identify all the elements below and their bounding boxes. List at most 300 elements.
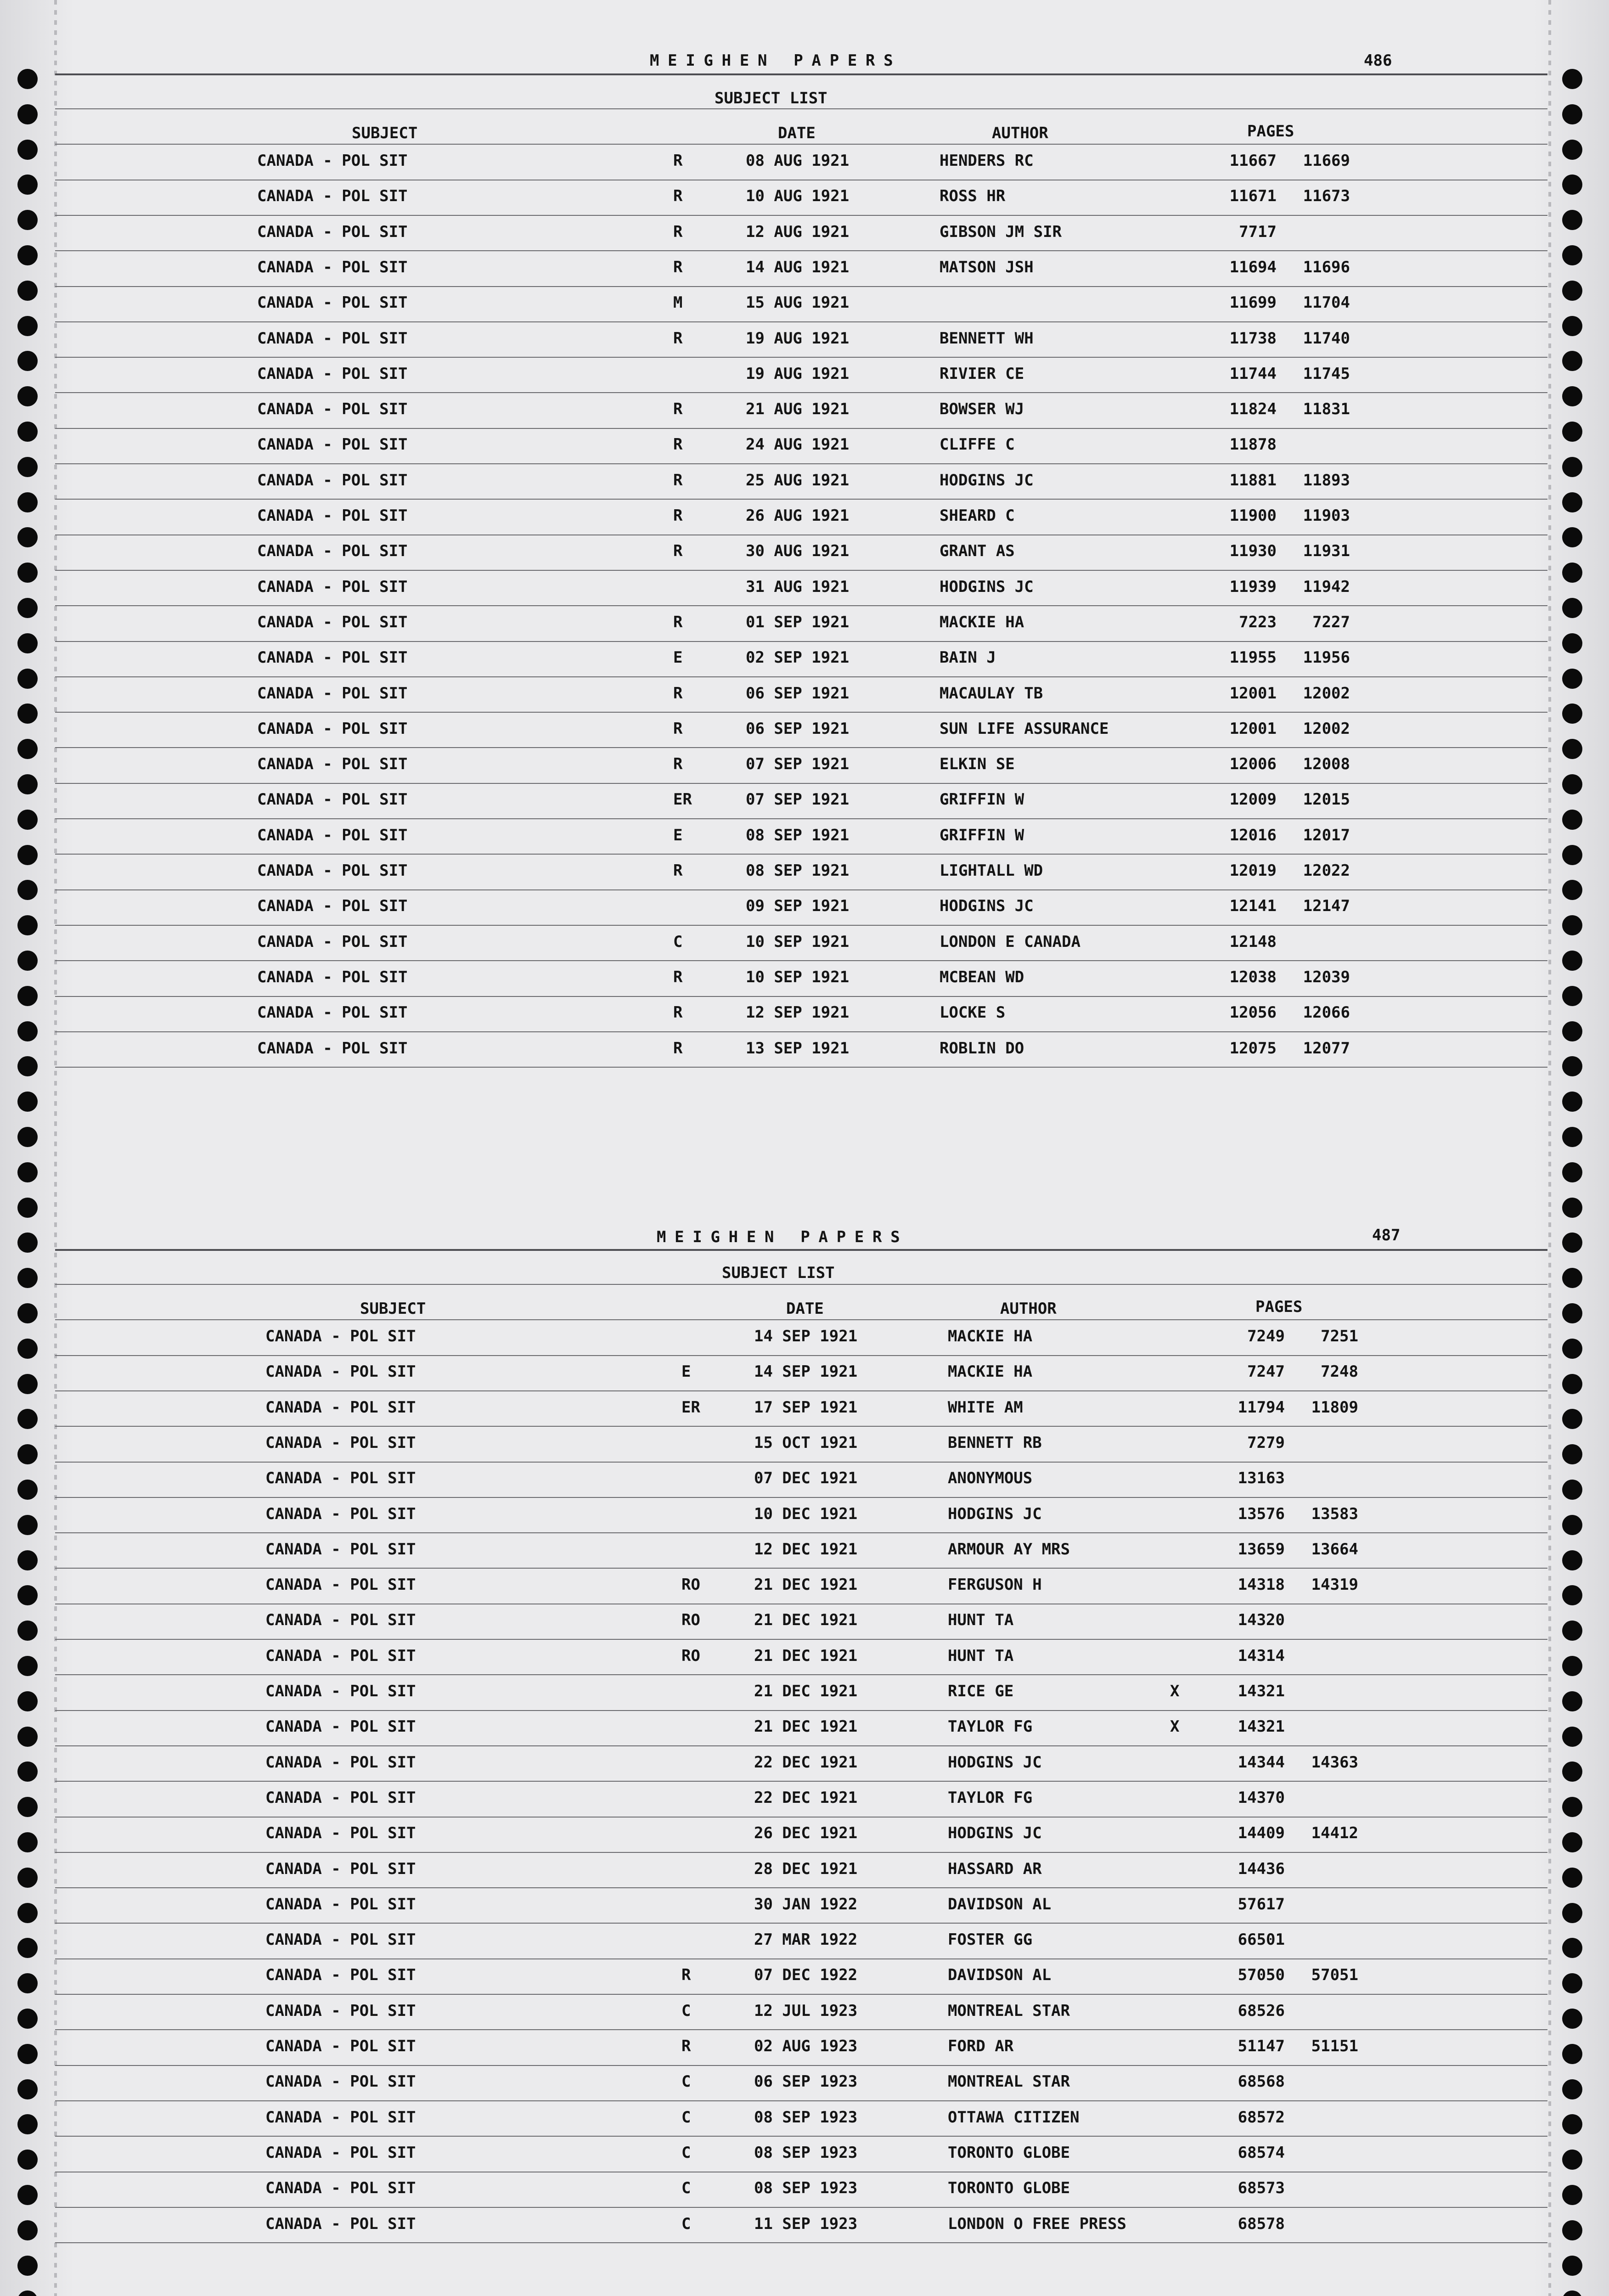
row-rule xyxy=(55,2100,1547,2101)
subject-cell: CANADA - POL SIT xyxy=(265,1788,416,1807)
page-from-cell: 7279 xyxy=(1247,1433,1285,1452)
page-to-cell: 12008 xyxy=(1303,755,1350,774)
date-cell: 10 SEP 1921 xyxy=(746,932,850,951)
page-from-cell: 14436 xyxy=(1238,1859,1285,1878)
table-row xyxy=(8,1930,1609,1966)
author-cell: ELKIN SE xyxy=(940,755,1015,774)
feed-hole xyxy=(1562,1268,1582,1288)
subject-cell: CANADA - POL SIT xyxy=(257,826,408,844)
table-row xyxy=(0,720,1609,755)
row-rule xyxy=(55,818,1547,819)
row-rule xyxy=(55,499,1547,500)
date-cell: 02 AUG 1923 xyxy=(754,2037,858,2055)
feed-hole xyxy=(17,104,38,124)
date-cell: 21 DEC 1921 xyxy=(754,1611,858,1630)
subject-cell: CANADA - POL SIT xyxy=(265,1859,416,1878)
table-row xyxy=(0,755,1609,790)
page-from-cell: 7223 xyxy=(1239,613,1277,631)
code-cell: RO xyxy=(681,1611,700,1630)
table-row xyxy=(8,1647,1609,1682)
date-cell: 02 SEP 1921 xyxy=(746,648,850,667)
table-row xyxy=(0,329,1609,365)
author-cell: ROSS HR xyxy=(940,187,1006,206)
author-cell: HODGINS JC xyxy=(940,897,1034,916)
date-cell: 22 DEC 1921 xyxy=(754,1753,858,1772)
subject-cell: CANADA - POL SIT xyxy=(257,542,408,561)
code-cell: R xyxy=(673,684,683,703)
subject-cell: CANADA - POL SIT xyxy=(265,1966,416,1985)
row-rule xyxy=(55,1284,1547,1285)
table-row xyxy=(8,1717,1609,1753)
subject-cell: CANADA - POL SIT xyxy=(265,1362,416,1381)
page-to-cell: 11740 xyxy=(1303,329,1350,348)
row-rule xyxy=(55,854,1547,855)
page-from-cell: 68578 xyxy=(1238,2214,1285,2233)
author-cell: MACKIE HA xyxy=(948,1362,1033,1381)
x-mark-cell: X xyxy=(1170,1682,1180,1700)
author-cell: GRIFFIN W xyxy=(940,790,1024,809)
page-from-cell: 68573 xyxy=(1238,2179,1285,2198)
author-cell: HODGINS JC xyxy=(948,1824,1042,1843)
row-rule xyxy=(55,463,1547,464)
author-cell: LIGHTALL WD xyxy=(940,861,1043,880)
feed-hole xyxy=(17,2290,38,2296)
feed-hole xyxy=(17,1198,38,1218)
row-rule xyxy=(55,1887,1547,1888)
page-from-cell: 51147 xyxy=(1238,2037,1285,2055)
page-from-cell: 13659 xyxy=(1238,1540,1285,1559)
row-rule xyxy=(55,676,1547,677)
subject-cell: CANADA - POL SIT xyxy=(265,1433,416,1452)
table-row xyxy=(0,648,1609,684)
page-to-cell: 11673 xyxy=(1303,187,1350,206)
subject-cell: CANADA - POL SIT xyxy=(257,790,408,809)
date-cell: 10 SEP 1921 xyxy=(746,968,850,986)
code-cell: R xyxy=(673,187,683,206)
table-row xyxy=(8,1398,1609,1434)
page-to-cell: 14319 xyxy=(1311,1576,1358,1594)
author-cell: HUNT TA xyxy=(948,1646,1014,1665)
date-cell: 14 SEP 1921 xyxy=(754,1362,858,1381)
code-cell: R xyxy=(673,755,683,774)
feed-hole xyxy=(17,1268,38,1288)
code-cell: C xyxy=(681,2001,691,2020)
page-to-cell: 11669 xyxy=(1303,152,1350,170)
page-to-cell: 12002 xyxy=(1303,684,1350,703)
page-from-cell: 12141 xyxy=(1229,897,1277,916)
row-rule xyxy=(55,2242,1547,2243)
table-row xyxy=(8,2037,1609,2072)
code-cell: R xyxy=(673,506,683,525)
row-rule xyxy=(55,1817,1547,1818)
row-rule xyxy=(55,2065,1547,2066)
code-cell: ER xyxy=(673,790,692,809)
date-cell: 14 SEP 1921 xyxy=(754,1327,858,1345)
page-from-cell: 13163 xyxy=(1238,1469,1285,1488)
subject-cell: CANADA - POL SIT xyxy=(257,506,408,525)
feed-hole xyxy=(17,69,38,89)
subject-cell: CANADA - POL SIT xyxy=(265,2179,416,2198)
table-row xyxy=(8,1682,1609,1717)
page-from-cell: 12006 xyxy=(1229,755,1277,774)
page-from-cell: 11667 xyxy=(1229,152,1277,170)
row-rule xyxy=(55,2207,1547,2208)
table-row xyxy=(8,2144,1609,2179)
author-cell: HODGINS JC xyxy=(948,1504,1042,1523)
row-rule xyxy=(55,392,1547,393)
row-rule xyxy=(55,1710,1547,1711)
page-from-cell: 14321 xyxy=(1238,1682,1285,1700)
subject-cell: CANADA - POL SIT xyxy=(257,364,408,383)
code-cell: C xyxy=(681,2143,691,2162)
column-subject: SUBJECT xyxy=(360,1300,426,1318)
feed-hole xyxy=(1562,1127,1582,1147)
table-row xyxy=(8,1895,1609,1930)
subject-cell: CANADA - POL SIT xyxy=(265,2072,416,2091)
date-cell: 08 SEP 1921 xyxy=(746,861,850,880)
page-from-cell: 12148 xyxy=(1229,932,1277,951)
table-row xyxy=(0,258,1609,293)
table-row xyxy=(8,1611,1609,1646)
code-cell: C xyxy=(681,2108,691,2127)
feed-hole xyxy=(17,1092,38,1112)
author-cell: TORONTO GLOBE xyxy=(948,2143,1070,2162)
table-row xyxy=(0,365,1609,400)
page-to-cell: 11903 xyxy=(1303,506,1350,525)
subject-cell: CANADA - POL SIT xyxy=(257,400,408,419)
code-cell: E xyxy=(673,826,683,844)
x-mark-cell: X xyxy=(1170,1717,1180,1736)
page-from-cell: 14321 xyxy=(1238,1717,1285,1736)
date-cell: 10 DEC 1921 xyxy=(754,1504,858,1523)
row-rule xyxy=(55,570,1547,571)
author-cell: MACKIE HA xyxy=(940,613,1024,631)
table-row xyxy=(8,1789,1609,1824)
code-cell: R xyxy=(681,2037,691,2055)
table-row xyxy=(0,187,1609,222)
table-row xyxy=(0,968,1609,1003)
page-from-cell: 14320 xyxy=(1238,1611,1285,1630)
row-rule xyxy=(55,286,1547,287)
page-to-cell: 12147 xyxy=(1303,897,1350,916)
subject-cell: CANADA - POL SIT xyxy=(257,1003,408,1022)
subject-cell: CANADA - POL SIT xyxy=(257,471,408,490)
date-cell: 07 DEC 1921 xyxy=(754,1469,858,1488)
code-cell: R xyxy=(673,1003,683,1022)
date-cell: 15 AUG 1921 xyxy=(746,293,850,312)
author-cell: LOCKE S xyxy=(940,1003,1006,1022)
page-from-cell: 12038 xyxy=(1229,968,1277,986)
page-to-cell: 11956 xyxy=(1303,648,1350,667)
author-cell: FOSTER GG xyxy=(948,1930,1033,1949)
author-cell: CLIFFE C xyxy=(940,435,1015,454)
page-from-cell: 14318 xyxy=(1238,1576,1285,1594)
subject-cell: CANADA - POL SIT xyxy=(265,1540,416,1559)
page-from-cell: 14314 xyxy=(1238,1646,1285,1665)
code-cell: R xyxy=(673,222,683,241)
author-cell: HODGINS JC xyxy=(948,1753,1042,1772)
code-cell: R xyxy=(673,542,683,561)
feed-hole xyxy=(17,1232,38,1253)
row-rule xyxy=(55,1958,1547,1959)
page-from-cell: 11738 xyxy=(1229,329,1277,348)
page-to-cell: 7248 xyxy=(1321,1362,1358,1381)
page-from-cell: 68572 xyxy=(1238,2108,1285,2127)
date-cell: 01 SEP 1921 xyxy=(746,613,850,631)
page-from-cell: 11699 xyxy=(1229,293,1277,312)
page-to-cell: 12002 xyxy=(1303,719,1350,738)
author-cell: MCBEAN WD xyxy=(940,968,1024,986)
author-cell: ANONYMOUS xyxy=(948,1469,1033,1488)
author-cell: MONTREAL STAR xyxy=(948,2072,1070,2091)
author-cell: FORD AR xyxy=(948,2037,1014,2055)
page-to-cell: 12066 xyxy=(1303,1003,1350,1022)
author-cell: LONDON O FREE PRESS xyxy=(948,2214,1126,2233)
author-cell: BOWSER WJ xyxy=(940,400,1024,419)
subject-cell: CANADA - POL SIT xyxy=(257,648,408,667)
page-from-cell: 11744 xyxy=(1229,364,1277,383)
page-from-cell: 57617 xyxy=(1238,1895,1285,1913)
page-title: MEIGHEN PAPERS xyxy=(650,51,902,70)
subject-cell: CANADA - POL SIT xyxy=(265,1824,416,1843)
author-cell: TORONTO GLOBE xyxy=(948,2179,1070,2198)
page-to-cell: 14412 xyxy=(1311,1824,1358,1843)
row-rule xyxy=(55,960,1547,961)
author-cell: MACAULAY TB xyxy=(940,684,1043,703)
author-cell: SUN LIFE ASSURANCE xyxy=(940,719,1109,738)
row-rule xyxy=(55,108,1547,109)
page-from-cell: 12009 xyxy=(1229,790,1277,809)
date-cell: 27 MAR 1922 xyxy=(754,1930,858,1949)
feed-hole xyxy=(1562,2290,1582,2296)
subject-cell: CANADA - POL SIT xyxy=(257,577,408,596)
row-rule xyxy=(55,889,1547,890)
table-row xyxy=(8,2215,1609,2250)
subject-cell: CANADA - POL SIT xyxy=(265,1930,416,1949)
date-cell: 12 DEC 1921 xyxy=(754,1540,858,1559)
subject-cell: CANADA - POL SIT xyxy=(257,435,408,454)
page-from-cell: 14370 xyxy=(1238,1788,1285,1807)
table-row xyxy=(8,1966,1609,2001)
subject-cell: CANADA - POL SIT xyxy=(257,293,408,312)
date-cell: 12 AUG 1921 xyxy=(746,222,850,241)
code-cell: C xyxy=(681,2072,691,2091)
subject-cell: CANADA - POL SIT xyxy=(265,1576,416,1594)
subject-cell: CANADA - POL SIT xyxy=(257,719,408,738)
row-rule xyxy=(55,215,1547,216)
author-cell: GRIFFIN W xyxy=(940,826,1024,844)
row-rule xyxy=(55,1639,1547,1640)
row-rule xyxy=(55,1852,1547,1853)
page-to-cell: 12039 xyxy=(1303,968,1350,986)
page-from-cell: 12001 xyxy=(1229,719,1277,738)
date-cell: 13 SEP 1921 xyxy=(746,1039,850,1058)
subject-cell: CANADA - POL SIT xyxy=(265,1327,416,1345)
page-to-cell: 11704 xyxy=(1303,293,1350,312)
date-cell: 30 AUG 1921 xyxy=(746,542,850,561)
code-cell: R xyxy=(673,400,683,419)
table-row xyxy=(8,1540,1609,1576)
table-row xyxy=(0,471,1609,506)
author-cell: OTTAWA CITIZEN xyxy=(948,2108,1080,2127)
column-author: AUTHOR xyxy=(992,124,1048,142)
author-cell: ROBLIN DO xyxy=(940,1039,1024,1058)
author-cell: TAYLOR FG xyxy=(948,1717,1033,1736)
page-to-cell: 7227 xyxy=(1312,613,1350,631)
feed-hole xyxy=(17,1303,38,1323)
page-from-cell: 13576 xyxy=(1238,1504,1285,1523)
date-cell: 25 AUG 1921 xyxy=(746,471,850,490)
table-row xyxy=(0,1039,1609,1075)
table-row xyxy=(8,1434,1609,1469)
subject-cell: CANADA - POL SIT xyxy=(265,2001,416,2020)
page-to-cell: 11931 xyxy=(1303,542,1350,561)
author-cell: FERGUSON H xyxy=(948,1576,1042,1594)
feed-hole xyxy=(1562,1303,1582,1323)
code-cell: R xyxy=(673,861,683,880)
date-cell: 19 AUG 1921 xyxy=(746,329,850,348)
row-rule xyxy=(55,712,1547,713)
author-cell: GIBSON JM SIR xyxy=(940,222,1062,241)
code-cell: C xyxy=(673,932,683,951)
page-to-cell: 57051 xyxy=(1311,1966,1358,1985)
feed-hole xyxy=(1562,1092,1582,1112)
author-cell: MACKIE HA xyxy=(948,1327,1033,1345)
page-to-cell: 11942 xyxy=(1303,577,1350,596)
code-cell: R xyxy=(673,719,683,738)
page-from-cell: 68574 xyxy=(1238,2143,1285,2162)
date-cell: 06 SEP 1923 xyxy=(754,2072,858,2091)
code-cell: R xyxy=(673,435,683,454)
date-cell: 08 AUG 1921 xyxy=(746,152,850,170)
row-rule xyxy=(55,428,1547,429)
row-rule xyxy=(55,1781,1547,1782)
row-rule xyxy=(55,321,1547,322)
author-cell: LONDON E CANADA xyxy=(940,932,1081,951)
subject-cell: CANADA - POL SIT xyxy=(257,897,408,916)
page-from-cell: 11671 xyxy=(1229,187,1277,206)
page-from-cell: 11955 xyxy=(1229,648,1277,667)
subject-cell: CANADA - POL SIT xyxy=(265,1469,416,1488)
column-date: DATE xyxy=(778,124,816,142)
subject-cell: CANADA - POL SIT xyxy=(257,329,408,348)
date-cell: 21 AUG 1921 xyxy=(746,400,850,419)
author-cell: DAVIDSON AL xyxy=(948,1895,1052,1913)
row-rule xyxy=(55,357,1547,358)
subject-cell: CANADA - POL SIT xyxy=(257,1039,408,1058)
row-rule xyxy=(55,1532,1547,1533)
author-cell: RICE GE xyxy=(948,1682,1014,1700)
subject-list-title: SUBJECT LIST xyxy=(714,89,827,107)
date-cell: 21 DEC 1921 xyxy=(754,1682,858,1700)
subject-cell: CANADA - POL SIT xyxy=(265,1753,416,1772)
code-cell: R xyxy=(673,471,683,490)
row-rule xyxy=(55,1067,1547,1068)
row-rule xyxy=(55,1923,1547,1924)
table-row xyxy=(0,152,1609,187)
row-rule xyxy=(55,641,1547,642)
author-cell: DAVIDSON AL xyxy=(948,1966,1052,1985)
table-row xyxy=(0,790,1609,826)
table-row xyxy=(0,1003,1609,1039)
subject-cell: CANADA - POL SIT xyxy=(265,2143,416,2162)
code-cell: C xyxy=(681,2179,691,2198)
code-cell: E xyxy=(673,648,683,667)
table-row xyxy=(8,1824,1609,1859)
feed-hole xyxy=(1562,104,1582,124)
table-row xyxy=(0,293,1609,329)
table-row xyxy=(8,2179,1609,2214)
page-to-cell: 13664 xyxy=(1311,1540,1358,1559)
table-row xyxy=(8,1753,1609,1789)
page-from-cell: 11930 xyxy=(1229,542,1277,561)
author-cell: GRANT AS xyxy=(940,542,1015,561)
page-from-cell: 11694 xyxy=(1229,258,1277,276)
page-from-cell: 11794 xyxy=(1238,1398,1285,1417)
page-from-cell: 11900 xyxy=(1229,506,1277,525)
date-cell: 21 DEC 1921 xyxy=(754,1717,858,1736)
table-row xyxy=(0,897,1609,932)
row-rule xyxy=(55,605,1547,606)
feed-hole xyxy=(17,1162,38,1182)
page-from-cell: 11824 xyxy=(1229,400,1277,419)
date-cell: 30 JAN 1922 xyxy=(754,1895,858,1913)
code-cell: M xyxy=(673,293,683,312)
subject-cell: CANADA - POL SIT xyxy=(257,613,408,631)
table-row xyxy=(0,826,1609,861)
author-cell: HASSARD AR xyxy=(948,1859,1042,1878)
date-cell: 21 DEC 1921 xyxy=(754,1576,858,1594)
date-cell: 24 AUG 1921 xyxy=(746,435,850,454)
author-cell: SHEARD C xyxy=(940,506,1015,525)
table-row xyxy=(0,684,1609,720)
date-cell: 21 DEC 1921 xyxy=(754,1646,858,1665)
feed-hole xyxy=(1562,1232,1582,1253)
table-row xyxy=(0,506,1609,542)
code-cell: R xyxy=(673,152,683,170)
table-row xyxy=(8,1327,1609,1362)
author-cell: HODGINS JC xyxy=(940,471,1034,490)
code-cell: RO xyxy=(681,1646,700,1665)
page-to-cell: 14363 xyxy=(1311,1753,1358,1772)
subject-cell: CANADA - POL SIT xyxy=(265,1504,416,1523)
date-cell: 12 SEP 1921 xyxy=(746,1003,850,1022)
page-to-cell: 11893 xyxy=(1303,471,1350,490)
row-rule xyxy=(55,1497,1547,1498)
date-cell: 26 DEC 1921 xyxy=(754,1824,858,1843)
column-author: AUTHOR xyxy=(1000,1300,1057,1318)
page-to-cell: 13583 xyxy=(1311,1504,1358,1523)
code-cell: R xyxy=(673,329,683,348)
author-cell: BENNETT WH xyxy=(940,329,1034,348)
page-number: 486 xyxy=(1364,51,1392,70)
row-rule xyxy=(55,1031,1547,1032)
subject-cell: CANADA - POL SIT xyxy=(265,1646,416,1665)
column-subject: SUBJECT xyxy=(352,124,418,142)
column-pages: PAGES xyxy=(1255,1298,1303,1316)
author-cell: HUNT TA xyxy=(948,1611,1014,1630)
subject-cell: CANADA - POL SIT xyxy=(265,1611,416,1630)
page-from-cell: 68526 xyxy=(1238,2001,1285,2020)
date-cell: 26 AUG 1921 xyxy=(746,506,850,525)
row-rule xyxy=(55,250,1547,251)
date-cell: 08 SEP 1923 xyxy=(754,2143,858,2162)
author-cell: RIVIER CE xyxy=(940,364,1024,383)
table-row xyxy=(8,1362,1609,1398)
code-cell: C xyxy=(681,2214,691,2233)
feed-hole xyxy=(1562,2256,1582,2276)
date-cell: 06 SEP 1921 xyxy=(746,719,850,738)
